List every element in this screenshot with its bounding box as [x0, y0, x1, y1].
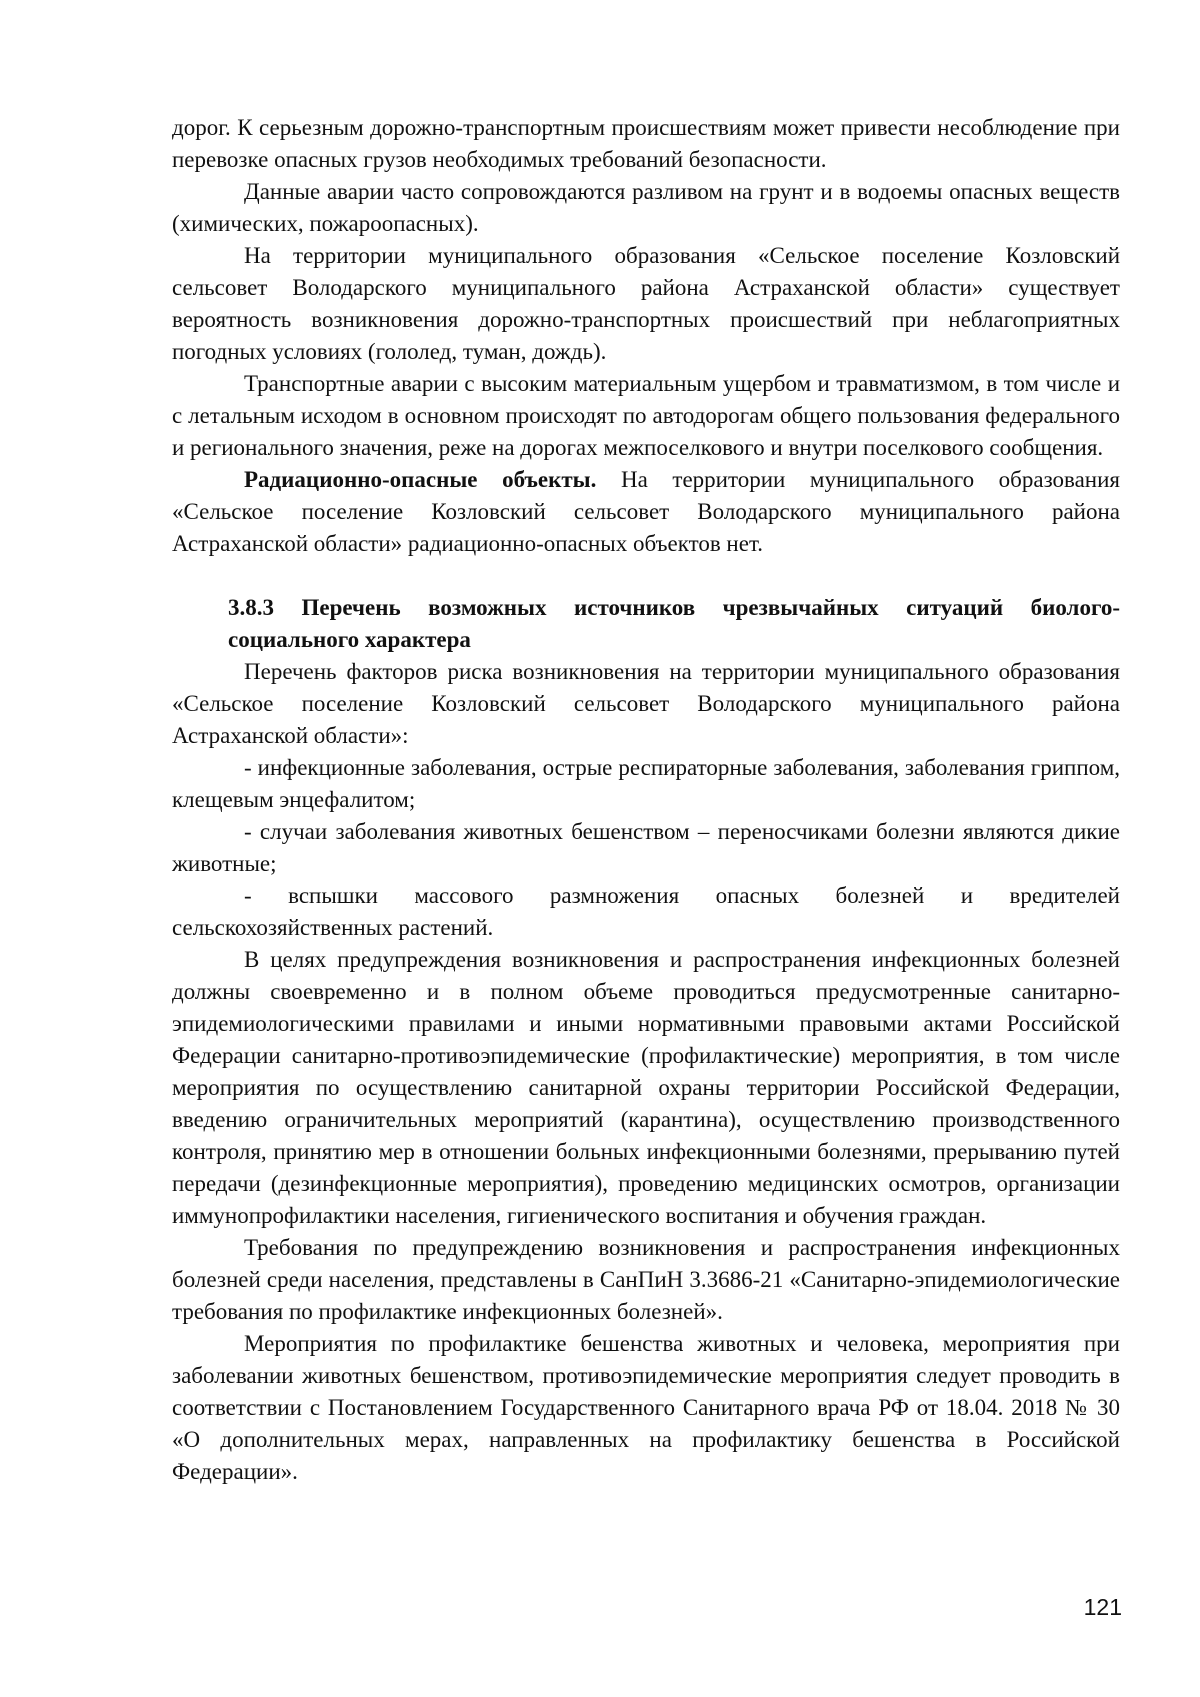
page-number: 121 [1083, 1594, 1122, 1620]
radiation-lead: Радиационно-опасные объекты. [244, 467, 597, 492]
paragraph-road-accidents-continued: дорог. К серьезным дорожно-транспортным происшествиям может привести несоблюдение при перевозке опасных грузов необходимых требований безопасности. [172, 115, 1120, 172]
paragraph-spill-accidents: Данные аварии часто сопровождаются разливом на грунт и в водоемы опасных веществ (химических, пожароопасных). [172, 179, 1120, 236]
paragraph-prevention-measures: В целях предупреждения возникновения и распространения инфекционных болезней должны своевременно и в полном объеме проводиться предусмотренные санитарно-эпидемиологическими правилами и иными нормативными правовыми актами Российской Федерации санитарно-противоэпидемические (профилактические) мероприятия, в том числе мероприятия по осуществлению санитарной охраны территории Российской Федерации, введению ограничительных мероприятий (карантина), осуществлению производственного контроля, принятию мер в отношении больных инфекционными болезнями, прерыванию путей передачи (дезинфекционные мероприятия), проведению медицинских осмотров, организации иммунопрофилактики населения, гигиенического воспитания и обучения граждан. [172, 947, 1120, 1228]
paragraph-transport-accidents: Транспортные аварии с высоким материальным ущербом и травматизмом, в том числе и с летальным исходом в основном происходят по автодорогам общего пользования федерального и регионального значения, реже на дорогах межпоселкового и внутри поселкового сообщения. [172, 371, 1120, 460]
paragraph-sanpin-requirements: Требования по предупреждению возникновения и распространения инфекционных болезней среди населения, представлены в СанПиН 3.3686-21 «Санитарно-эпидемиологические требования по профилактике инфекционных болезней». [172, 1235, 1120, 1324]
paragraph-rabies-prevention: Мероприятия по профилактике бешенства животных и человека, мероприятия при заболевании животных бешенством, противоэпидемические мероприятия следует проводить в соответствии с Постановлением Государственного Санитарного врача РФ от 18.04. 2018 № 30 «О дополнительных мерах, направленных на профилактику бешенства в Российской Федерации». [172, 1331, 1120, 1484]
list-item-pests: - вспышки массового размножения опасных болезней и вредителей сельскохозяйственных растений. [172, 883, 1120, 940]
list-item-rabies: - случаи заболевания животных бешенством – переносчиками болезни являются дикие животные; [172, 819, 1120, 876]
section-heading: 3.8.3 Перечень возможных источников чрезвычайных ситуаций биолого-социального характера [228, 595, 1120, 652]
paragraph-risk-factors-intro: Перечень факторов риска возникновения на территории муниципального образования «Сельское поселение Козловский сельсовет Володарского муниципального района Астраханской области»: [172, 659, 1120, 748]
paragraph-road-accident-probability: На территории муниципального образования «Сельское поселение Козловский сельсовет Володарского муниципального района Астраханской области» существует вероятность возникновения дорожно-транспортных происшествий при неблагоприятных погодных условиях (гололед, туман, дождь). [172, 243, 1120, 364]
paragraph-radiation-objects [172, 464, 1120, 560]
radiation-text: На территории муниципального образования «Сельское поселение Козловский сельсовет Володарского муниципального района Астраханской области» радиационно-опасных объектов нет. [172, 467, 1120, 556]
document-body [172, 112, 1120, 1488]
list-item-infectious-diseases: - инфекционные заболевания, острые респираторные заболевания, заболевания гриппом, клещевым энцефалитом; [172, 755, 1120, 812]
